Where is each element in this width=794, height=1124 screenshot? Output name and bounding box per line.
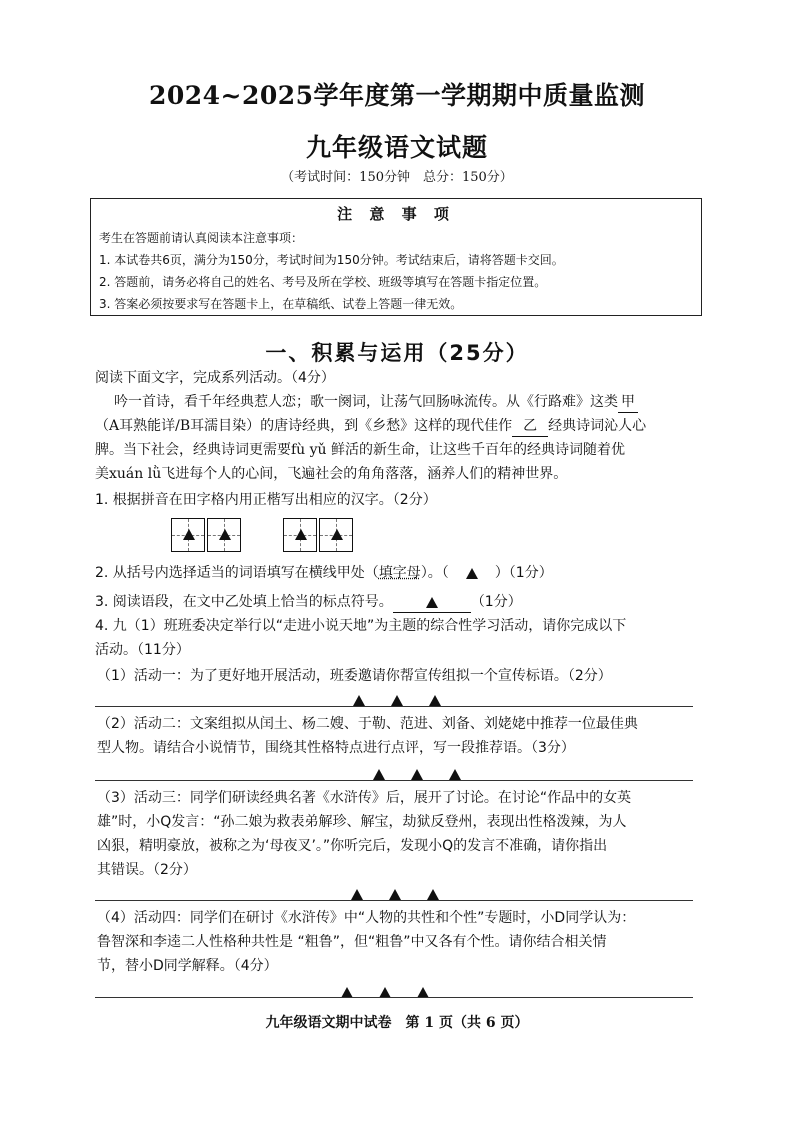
answer-triangle-icon — [427, 889, 439, 900]
answer-triangle-icon — [389, 889, 401, 900]
passage-text: 吟一首诗，看千年经典惹人恋；歌一阕词，让荡气回肠咏流传。从《行路难》这类 — [114, 394, 618, 410]
answer-triangle-icon — [295, 529, 307, 540]
answer-triangle-icon — [353, 695, 365, 706]
question-4-line-2: 活动。（11分） — [95, 642, 190, 658]
answer-triangle-icon — [183, 529, 195, 540]
tianzige-box[interactable] — [207, 518, 241, 552]
question-3 — [95, 592, 707, 613]
notice-intro: 考生在答题前请认真阅读本注意事项： — [99, 231, 304, 245]
blank-yi: 乙 — [512, 416, 548, 437]
tianzige-box[interactable] — [283, 518, 317, 552]
section-title: 一、积累与运用（25分） — [265, 341, 529, 365]
activity-4-line-1: （4）活动四：同学们在研讨《水浒传》中“人物的共性和个性”专题时，小D同学认为： — [97, 910, 636, 926]
answer-triangle-icon — [466, 568, 478, 579]
reading-intro: 阅读下面文字，完成系列活动。（4分） — [95, 370, 335, 386]
passage-line-3: 脾。当下社会，经典诗词更需要fù yǔ 鲜活的新生命，让这些千百年的经典诗词随着优 — [95, 442, 626, 458]
answer-line[interactable] — [95, 997, 693, 998]
question-text: （1分） — [470, 594, 522, 610]
activity-1: （1）活动一：为了更好地开展活动，班委邀请你帮宣传组拟一个宣传标语。（2分） — [97, 668, 612, 684]
question-2 — [95, 563, 707, 583]
activity-2-line-1: （2）活动二：文案组拟从闰土、杨二嫂、于勒、范进、刘备、刘姥姥中推荐一位最佳典 — [97, 716, 638, 732]
question-text: 3. 阅读语段，在文中乙处填上恰当的标点符号。 — [95, 594, 393, 610]
activity-2-line-2: 型人物。请结合小说情节，围绕其性格特点进行点评，写一段推荐语。（3分） — [97, 740, 575, 756]
exam-time-score: （考试时间：150分钟 总分：150分） — [281, 170, 513, 185]
answer-triangle-icon — [373, 769, 385, 780]
passage-line-2 — [95, 416, 707, 437]
passage-text: （A耳熟能详/B耳濡目染）的唐诗经典，到《乡愁》这样的现代佳作 — [95, 418, 513, 434]
activity-3-line-1: （3）活动三：同学们研读经典名著《水浒传》后，展开了讨论。在讨论“作品中的女英 — [97, 790, 632, 806]
activity-3-line-3: 凶狠，精明豪放，被称之为‘母夜叉’。”你听完后，发现小Q的发言不准确，请你指出 — [97, 838, 608, 854]
answer-slot[interactable] — [449, 563, 495, 583]
notice-item-3: 3. 答案必须按要求写在答题卡上，在草稿纸、试卷上答题一律无效。 — [99, 297, 463, 311]
notice-title: 注 意 事 项 — [337, 205, 455, 223]
activity-3-line-2: 雄”时，小Q发言：“孙二娘为救表弟解珍、解宝，劫狱反登州，表现出性格泼辣，为人 — [97, 814, 627, 830]
tianzige-box[interactable] — [319, 518, 353, 552]
notice-item-2: 2. 答题前，请务必将自己的姓名、考号及所在学校、班级等填写在答题卡指定位置。 — [99, 275, 547, 289]
question-4-line-1: 4. 九（1）班班委决定举行以“走进小说天地”为主题的综合性学习活动，请你完成以下 — [95, 618, 627, 634]
answer-line[interactable] — [95, 900, 693, 901]
answer-line[interactable] — [95, 780, 693, 781]
answer-triangle-icon — [449, 769, 461, 780]
answer-triangle-icon — [219, 529, 231, 540]
question-1: 1. 根据拼音在田字格内用正楷写出相应的汉字。（2分） — [95, 492, 437, 508]
answer-triangle-icon — [351, 889, 363, 900]
passage-text: 经典诗词沁人心 — [548, 418, 647, 434]
page-footer: 九年级语文期中试卷 第 1 页（共 6 页） — [265, 1015, 529, 1031]
blank-jia: 甲 — [618, 392, 638, 413]
passage-line-4: 美xuán lǜ飞进每个人的心间，飞遍社会的角角落落，涵养人们的精神世界。 — [95, 466, 568, 482]
activity-3-line-4: 其错误。（2分） — [97, 862, 197, 878]
answer-markers — [0, 982, 782, 1001]
answer-line[interactable] — [95, 706, 693, 707]
answer-slot[interactable] — [393, 592, 471, 613]
answer-triangle-icon — [391, 695, 403, 706]
answer-triangle-icon — [429, 695, 441, 706]
question-emphasis: 填字母 — [378, 565, 421, 581]
answer-triangle-icon — [411, 769, 423, 780]
exam-title: 2024~2025学年度第一学期期中质量监测 — [148, 81, 646, 110]
question-text: ）（1分） — [494, 565, 553, 581]
activity-4-line-2: 鲁智深和李逵二人性格种共性是 “粗鲁”，但“粗鲁”中又各有个性。请你结合相关情 — [97, 934, 607, 950]
exam-subtitle: 九年级语文试题 — [305, 133, 488, 162]
notice-item-1: 1. 本试卷共6页，满分为150分，考试时间为150分钟。考试结束后，请将答题卡交回。 — [99, 253, 564, 267]
passage-line-1 — [114, 392, 708, 413]
answer-triangle-icon — [426, 597, 438, 608]
answer-triangle-icon — [331, 529, 343, 540]
question-text: 2. 从括号内选择适当的词语填写在横线甲处（ — [95, 565, 379, 581]
activity-4-line-3: 节，替小D同学解释。（4分） — [97, 958, 278, 974]
tianzige-box[interactable] — [171, 518, 205, 552]
notice-box — [90, 198, 702, 316]
question-text: ）。（ — [420, 565, 449, 581]
